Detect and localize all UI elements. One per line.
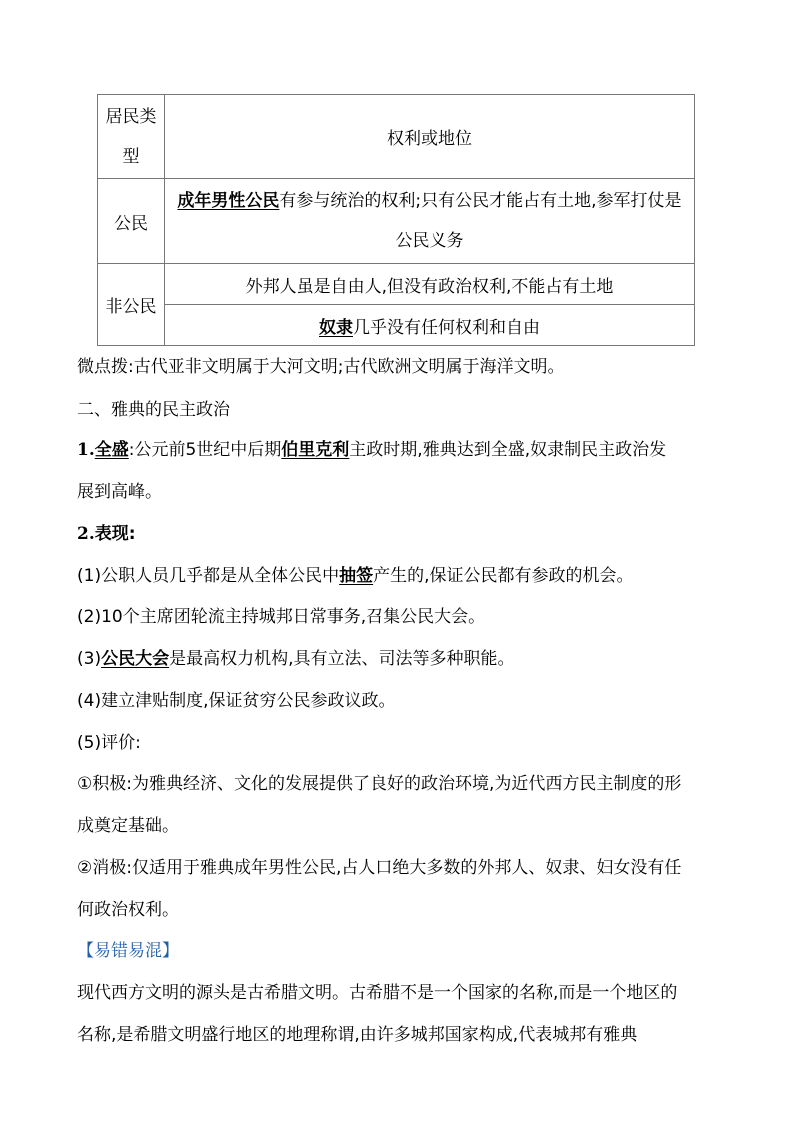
confuse-line-1: 现代西方文明的源头是古希腊文明。古希腊不是一个国家的名称,而是一个地区的 [77, 983, 678, 1003]
item-5: (5)评价: [77, 733, 141, 753]
resident-rights-table [97, 94, 695, 346]
table-row-noncitizen-1 [98, 264, 695, 305]
item-3: (3)公民大会是最高权力机构,具有立法、司法等多种职能。 [77, 649, 515, 669]
item-4: (4)建立津贴制度,保证贫穷公民参政议政。 [77, 691, 396, 711]
paragraph-1-line-2: 展到高峰。 [77, 482, 162, 502]
citizen-rights: 成年男性公民有参与统治的权利;只有公民才能占有土地,参军打仗是公民义务 [165, 179, 695, 264]
item-1: (1)公职人员几乎都是从全体公民中抽签产生的,保证公民都有参政的机会。 [77, 566, 634, 586]
negative-line-2: 何政治权利。 [77, 900, 179, 920]
assembly-emphasis: 公民大会 [101, 649, 170, 669]
slave-emphasis: 奴隶 [319, 317, 353, 338]
section-title: 二、雅典的民主政治 [77, 400, 230, 420]
header-resident-type: 居民类型 [98, 95, 165, 179]
table-row-noncitizen-2 [98, 305, 695, 346]
paragraph-1-line-1: 1.全盛:公元前5世纪中后期伯里克利主政时期,雅典达到全盛,奴隶制民主政治发 [77, 440, 667, 460]
positive-line-2: 成奠定基础。 [77, 816, 179, 836]
item-2: (2)10个主席团轮流主持城邦日常事务,召集公民大会。 [77, 607, 486, 627]
noncitizen-foreigners: 外邦人虽是自由人,但没有政治权利,不能占有土地 [165, 264, 695, 305]
header-rights-status: 权利或地位 [165, 95, 695, 179]
table-header-row [98, 95, 695, 179]
positive-line-1: ①积极:为雅典经济、文化的发展提供了良好的政治环境,为近代西方民主制度的形 [77, 774, 682, 794]
pericles-emphasis: 伯里克利 [281, 440, 350, 460]
negative-line-1: ②消极:仅适用于雅典成年男性公民,占人口绝大多数的外邦人、奴隶、妇女没有任 [77, 858, 682, 878]
noncitizen-slaves: 奴隶几乎没有任何权利和自由 [165, 305, 695, 346]
citizen-label: 公民 [98, 179, 165, 264]
paragraph-2-title: 2.表现: [77, 524, 136, 544]
confuse-line-2: 名称,是希腊文明盛行地区的地理称谓,由许多城邦国家构成,代表城邦有雅典 [77, 1025, 638, 1045]
confuse-tag: 【易错易混】 [77, 941, 179, 961]
p1-label: 全盛 [94, 440, 129, 460]
table-row-citizen [98, 179, 695, 264]
citizen-emphasis: 成年男性公民 [177, 191, 280, 211]
tip-text: 微点拨:古代亚非文明属于大河文明;古代欧洲文明属于海洋文明。 [77, 357, 565, 377]
lottery-emphasis: 抽签 [339, 566, 374, 586]
noncitizen-label: 非公民 [98, 264, 165, 346]
